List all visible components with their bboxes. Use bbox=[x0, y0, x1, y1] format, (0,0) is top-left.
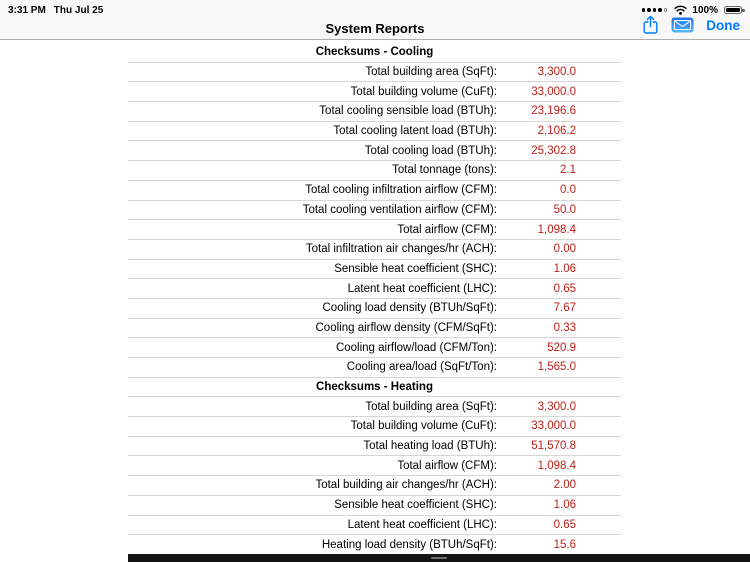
status-time: 3:31 PM bbox=[8, 4, 46, 16]
report-row bbox=[128, 63, 621, 83]
status-date: Thu Jul 25 bbox=[53, 4, 104, 16]
report-row bbox=[128, 516, 621, 536]
row-label: Total tonnage (tons): bbox=[392, 164, 497, 177]
row-label: Heating load density (BTUh/SqFt): bbox=[321, 538, 497, 551]
section-header: Checksums - Heating bbox=[128, 378, 621, 398]
row-value: 33,000.0 bbox=[531, 85, 576, 98]
report-row bbox=[128, 338, 621, 358]
report-row bbox=[128, 397, 621, 417]
share-icon bbox=[642, 15, 659, 35]
row-label: Total cooling load (BTUh): bbox=[364, 144, 497, 157]
row-value: 3,300.0 bbox=[537, 66, 576, 79]
row-label: Cooling airflow/load (CFM/Ton): bbox=[335, 341, 497, 354]
row-value: 520.9 bbox=[547, 341, 576, 354]
report-row bbox=[128, 220, 621, 240]
share-button[interactable] bbox=[642, 15, 659, 35]
row-value: 50.0 bbox=[553, 203, 576, 216]
row-label: Total building area (SqFt): bbox=[365, 400, 497, 413]
row-value: 33,000.0 bbox=[531, 420, 576, 433]
row-value: 0.0 bbox=[560, 184, 576, 197]
report-row bbox=[128, 358, 621, 378]
row-label: Total building area (SqFt): bbox=[365, 66, 497, 79]
report-row bbox=[128, 279, 621, 299]
row-label: Total cooling ventilation airflow (CFM): bbox=[302, 203, 497, 216]
row-label: Sensible heat coefficient (SHC): bbox=[334, 499, 497, 512]
grabber-handle bbox=[431, 557, 447, 559]
report-row bbox=[128, 417, 621, 437]
report-row bbox=[128, 260, 621, 280]
page-title: System Reports bbox=[325, 21, 425, 36]
row-value: 0.65 bbox=[553, 518, 576, 531]
row-label: Total infiltration air changes/hr (ACH): bbox=[305, 243, 497, 256]
row-value: 51,570.8 bbox=[531, 440, 576, 453]
done-button[interactable]: Done bbox=[706, 17, 740, 33]
report-row bbox=[128, 141, 621, 161]
row-value: 3,300.0 bbox=[537, 400, 576, 413]
row-label: Cooling load density (BTUh/SqFt): bbox=[322, 302, 497, 315]
row-value: 1,098.4 bbox=[537, 223, 576, 236]
report-row bbox=[128, 496, 621, 516]
status-bar bbox=[0, 0, 750, 18]
row-value: 15.6 bbox=[553, 538, 576, 551]
report-row bbox=[128, 161, 621, 181]
row-value: 0.00 bbox=[553, 243, 576, 256]
report-row bbox=[128, 82, 621, 102]
report-row bbox=[128, 437, 621, 457]
row-value: 7.67 bbox=[553, 302, 576, 315]
row-label: Sensible heat coefficient (SHC): bbox=[334, 262, 497, 275]
report-row bbox=[128, 456, 621, 476]
report-row bbox=[128, 122, 621, 142]
mail-icon bbox=[671, 17, 694, 33]
report-row bbox=[128, 299, 621, 319]
row-value: 1,098.4 bbox=[537, 459, 576, 472]
report-row bbox=[128, 240, 621, 260]
row-label: Total airflow (CFM): bbox=[397, 223, 497, 236]
row-value: 1.06 bbox=[553, 262, 576, 275]
row-value: 0.65 bbox=[553, 282, 576, 295]
row-label: Cooling area/load (SqFt/Ton): bbox=[346, 361, 497, 374]
row-value: 1,565.0 bbox=[537, 361, 576, 374]
section-header: Checksums - Cooling bbox=[128, 43, 621, 63]
row-label: Total building volume (CuFt): bbox=[350, 420, 497, 433]
report-row bbox=[128, 181, 621, 201]
battery-percent: 100% bbox=[692, 4, 718, 16]
row-value: 25,302.8 bbox=[531, 144, 576, 157]
row-value: 1.06 bbox=[553, 499, 576, 512]
report-row bbox=[128, 201, 621, 221]
row-label: Latent heat coefficient (LHC): bbox=[347, 282, 497, 295]
nav-bar bbox=[0, 18, 750, 40]
report-row bbox=[128, 476, 621, 496]
row-label: Latent heat coefficient (LHC): bbox=[347, 518, 497, 531]
report-row bbox=[128, 319, 621, 339]
row-label: Total building air changes/hr (ACH): bbox=[315, 479, 497, 492]
report-row bbox=[128, 102, 621, 122]
row-value: 0.33 bbox=[553, 321, 576, 334]
report-content[interactable] bbox=[0, 40, 750, 562]
row-value: 2,106.2 bbox=[537, 125, 576, 138]
row-value: 2.00 bbox=[553, 479, 576, 492]
row-label: Total cooling latent load (BTUh): bbox=[333, 125, 497, 138]
row-label: Total airflow (CFM): bbox=[397, 459, 497, 472]
row-label: Total heating load (BTUh): bbox=[363, 440, 497, 453]
row-value: 23,196.6 bbox=[531, 105, 576, 118]
mail-button[interactable] bbox=[671, 17, 694, 33]
row-label: Total building volume (CuFt): bbox=[350, 85, 497, 98]
report-row bbox=[128, 535, 621, 555]
row-value: 2.1 bbox=[560, 164, 576, 177]
row-label: Total cooling sensible load (BTUh): bbox=[319, 105, 497, 118]
page-separator-bar bbox=[128, 554, 750, 562]
nav-actions bbox=[642, 12, 740, 38]
row-label: Cooling airflow density (CFM/SqFt): bbox=[315, 321, 497, 334]
report-table bbox=[128, 40, 621, 555]
row-label: Total cooling infiltration airflow (CFM): bbox=[305, 184, 497, 197]
